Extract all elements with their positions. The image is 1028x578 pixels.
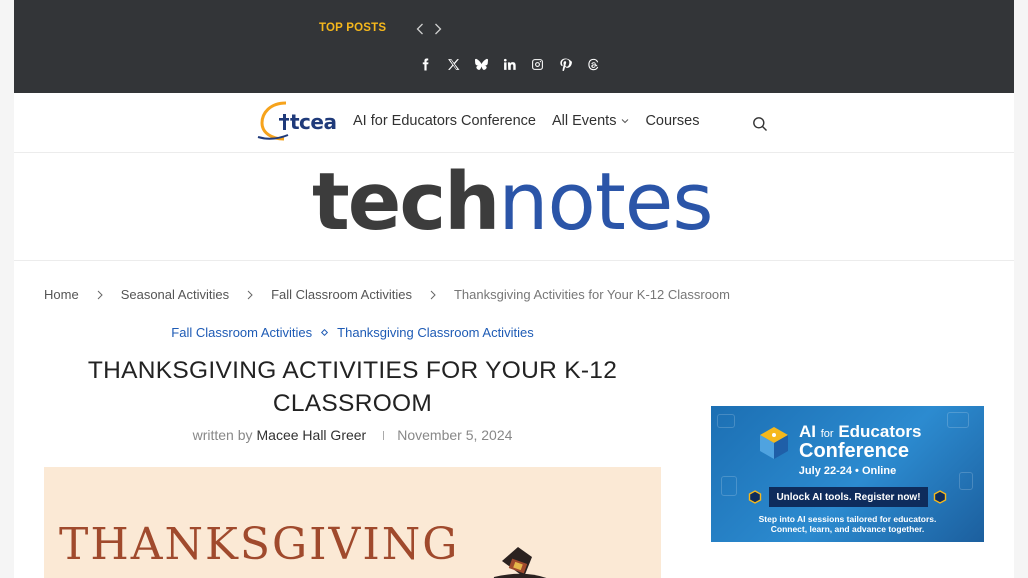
- pilgrim-hat-icon: [488, 547, 568, 578]
- ad-register-button[interactable]: Unlock AI tools. Register now!: [769, 487, 928, 507]
- top-posts-prev-button[interactable]: [413, 20, 427, 38]
- brand-part-notes: notes: [498, 156, 713, 248]
- page-frame: [14, 0, 1014, 578]
- linkedin-link[interactable]: [502, 55, 516, 73]
- chevron-right-icon: [247, 290, 253, 300]
- logo-text: tcea: [290, 110, 337, 134]
- breadcrumb-current: Thanksgiving Activities for Your K-12 Classroom: [453, 287, 730, 302]
- bluesky-icon: [475, 58, 488, 71]
- hexagon-icon: [933, 490, 947, 504]
- ad-footer-text: [711, 514, 984, 534]
- tcea-logo[interactable]: [256, 99, 340, 141]
- ad-title-educators: Educators: [838, 422, 922, 441]
- ai-conference-ad[interactable]: [711, 406, 984, 542]
- article-meta: [44, 427, 661, 443]
- facebook-link[interactable]: [418, 55, 432, 73]
- breadcrumb-separator: [79, 290, 121, 300]
- pinterest-icon: [559, 58, 572, 71]
- brand-part-tech: tech: [312, 156, 499, 248]
- nav-item-all-events[interactable]: [552, 113, 629, 129]
- linkedin-icon: [503, 58, 516, 71]
- category-link[interactable]: Thanksgiving Classroom Activities: [337, 324, 534, 340]
- decor-shape: [947, 412, 969, 428]
- main-nav: [14, 93, 1014, 153]
- hero-image-text: THANKSGIVING: [59, 519, 460, 570]
- instagram-icon: [531, 58, 544, 71]
- category-list: [44, 324, 661, 340]
- ad-title-for: for: [820, 428, 834, 440]
- nav-item-label: AI for Educators Conference: [353, 113, 536, 129]
- x-link[interactable]: [446, 55, 460, 73]
- breadcrumb-separator: [229, 290, 271, 300]
- site-brand-header: [14, 153, 1014, 261]
- top-bar: [14, 0, 1014, 93]
- ad-footer-line1: Step into AI sessions tailored for educators.: [758, 514, 937, 524]
- author-link[interactable]: Macee Hall Greer: [256, 427, 367, 443]
- cube-logo-icon: [758, 426, 790, 460]
- chevron-right-icon: [434, 23, 442, 35]
- threads-link[interactable]: [586, 55, 600, 73]
- nav-item-label: All Events: [551, 113, 617, 129]
- diamond-separator-icon: [321, 328, 328, 335]
- hero-image: [44, 467, 661, 578]
- bluesky-link[interactable]: [474, 55, 488, 73]
- meta-divider: [383, 431, 384, 440]
- top-posts-next-button[interactable]: [431, 20, 445, 38]
- ad-title-line1: [799, 422, 921, 442]
- decor-shape: [717, 414, 735, 428]
- breadcrumb-separator: [412, 290, 454, 300]
- nav-links: [353, 113, 699, 129]
- breadcrumb-home[interactable]: Home: [44, 287, 79, 302]
- instagram-link[interactable]: [530, 55, 544, 73]
- nav-item-ai-conference[interactable]: [353, 113, 536, 129]
- pinterest-link[interactable]: [558, 55, 572, 73]
- breadcrumb-fall-classroom-activities[interactable]: Fall Classroom Activities: [271, 287, 412, 302]
- decor-shape: [721, 476, 737, 496]
- breadcrumb: [44, 287, 730, 302]
- chevron-left-icon: [416, 23, 424, 35]
- written-by-label: written by: [192, 427, 253, 443]
- breadcrumb-seasonal-activities[interactable]: Seasonal Activities: [120, 287, 230, 302]
- hexagon-icon: [748, 490, 762, 504]
- ad-title-ai: AI: [799, 422, 816, 441]
- chevron-right-icon: [430, 290, 436, 300]
- ad-title-line2: Conference: [799, 440, 910, 462]
- category-link[interactable]: Fall Classroom Activities: [171, 324, 313, 340]
- chevron-right-icon: [97, 290, 103, 300]
- threads-icon: [587, 58, 600, 71]
- nav-item-label: Courses: [645, 113, 700, 129]
- ad-date-line: July 22-24 • Online: [798, 465, 897, 477]
- publish-date: November 5, 2024: [397, 427, 513, 443]
- search-icon[interactable]: [752, 116, 768, 132]
- social-links: [418, 55, 600, 73]
- facebook-icon: [419, 58, 432, 71]
- ad-footer-line2: Connect, learn, and advance together.: [770, 524, 925, 534]
- top-posts-label: TOP POSTS: [319, 22, 387, 34]
- article-title: THANKSGIVING ACTIVITIES FOR YOUR K-12 CLASSROOM: [87, 357, 618, 417]
- article-header: [44, 320, 661, 443]
- nav-item-courses[interactable]: [645, 113, 699, 129]
- chevron-down-icon: [621, 118, 629, 124]
- x-icon: [447, 58, 460, 71]
- technotes-logo[interactable]: [312, 156, 713, 248]
